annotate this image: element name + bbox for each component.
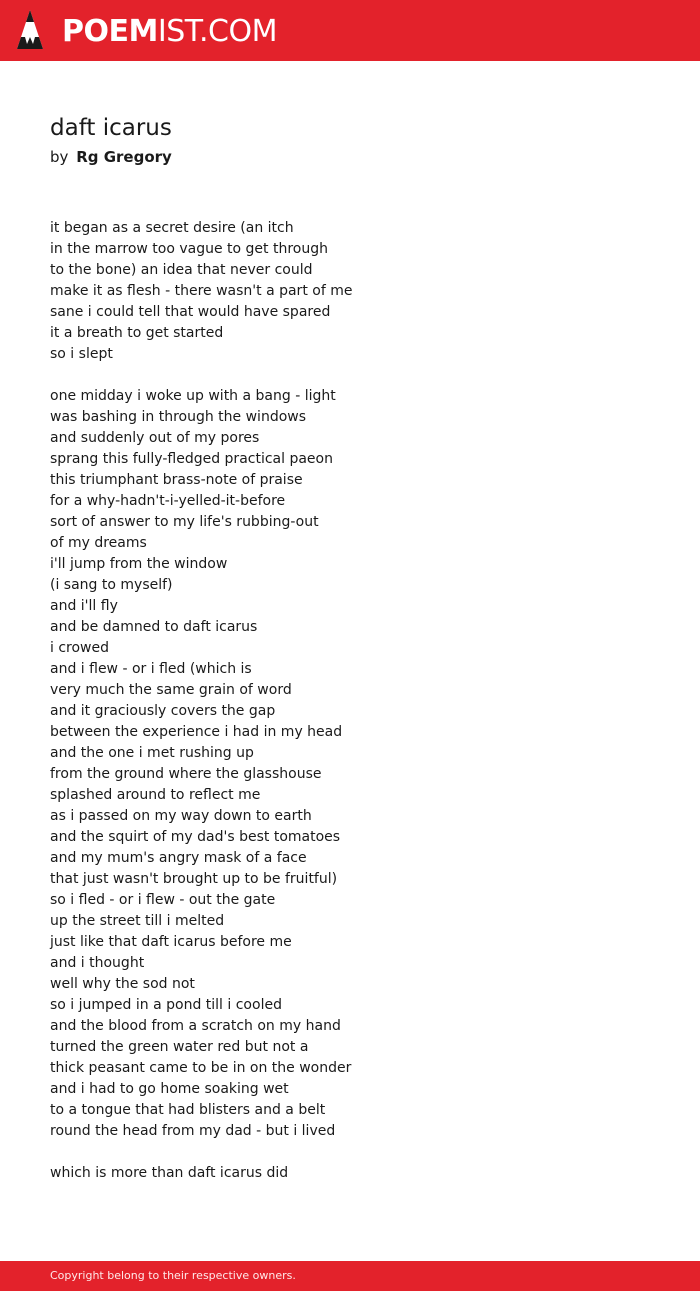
poem-line: just like that daft icarus before me — [50, 934, 292, 950]
site-footer — [0, 1261, 700, 1291]
poem-line: that just wasn't brought up to be fruitful) — [50, 871, 338, 887]
poem-line: sort of answer to my life's rubbing-out — [50, 514, 319, 530]
poem-line: up the street till i melted — [50, 913, 225, 929]
poem-line: (i sang to myself) — [50, 577, 173, 593]
pencil-tip-icon[interactable] — [16, 9, 44, 51]
poem-line: very much the same grain of word — [50, 682, 292, 698]
poem-line: between the experience i had in my head — [50, 724, 343, 740]
author-link[interactable]: Rg Gregory — [76, 148, 172, 166]
poem-line: make it as flesh - there wasn't a part of me — [50, 283, 353, 299]
poem-line: to the bone) an idea that never could — [50, 262, 313, 278]
poem-line: i crowed — [50, 640, 110, 656]
poem-line: and the blood from a scratch on my hand — [50, 1018, 341, 1034]
poem-line: was bashing in through the windows — [50, 409, 307, 425]
poem-title: daft icarus — [50, 115, 172, 141]
poem-line: well why the sod not — [50, 976, 195, 992]
poem-line: and the one i met rushing up — [50, 745, 254, 761]
poem-line: splashed around to reflect me — [50, 787, 261, 803]
poem-line: sane i could tell that would have spared — [50, 304, 331, 320]
poem-line: turned the green water red but not a — [50, 1039, 309, 1055]
byline — [50, 148, 172, 166]
poem-line: of my dreams — [50, 535, 147, 551]
poem-line: one midday i woke up with a bang - light — [50, 388, 336, 404]
poem-line: for a why-hadn't-i-yelled-it-before — [50, 493, 286, 509]
poem-stanza — [50, 1163, 650, 1184]
brand-bold-text: POEM — [62, 13, 158, 49]
poem-line: and i'll fly — [50, 598, 118, 614]
poem-line: so i fled - or i flew - out the gate — [50, 892, 276, 908]
poem-line: and i flew - or i fled (which is — [50, 661, 252, 677]
poem-line: this triumphant brass-note of praise — [50, 472, 303, 488]
poem-body — [50, 218, 650, 1205]
copyright-text: Copyright belong to their respective owners. — [50, 1269, 296, 1282]
poem-line: so i jumped in a pond till i cooled — [50, 997, 282, 1013]
poem-line: it a breath to get started — [50, 325, 224, 341]
poem-line: so i slept — [50, 346, 113, 362]
poem-line: sprang this fully-fledged practical paeon — [50, 451, 333, 467]
brand-light-text: IST.COM — [157, 13, 277, 49]
poem-line: from the ground where the glasshouse — [50, 766, 322, 782]
poem-line: to a tongue that had blisters and a belt — [50, 1102, 326, 1118]
poem-line: and the squirt of my dad's best tomatoes — [50, 829, 341, 845]
poem-line: and suddenly out of my pores — [50, 430, 260, 446]
poem-line: and my mum's angry mask of a face — [50, 850, 307, 866]
poem-line: and it graciously covers the gap — [50, 703, 276, 719]
poem-line: and be damned to daft icarus — [50, 619, 258, 635]
poem-stanza — [50, 386, 650, 1142]
poem-line: as i passed on my way down to earth — [50, 808, 312, 824]
poem-stanza — [50, 218, 650, 365]
site-header — [0, 0, 700, 61]
poem-line: it began as a secret desire (an itch — [50, 220, 294, 236]
poem-line: i'll jump from the window — [50, 556, 228, 572]
poem-line: in the marrow too vague to get through — [50, 241, 328, 257]
poem-line: and i had to go home soaking wet — [50, 1081, 289, 1097]
poem-line: and i thought — [50, 955, 145, 971]
site-logo-link[interactable] — [62, 11, 277, 51]
poem-line: thick peasant came to be in on the wonder — [50, 1060, 352, 1076]
poem-line: round the head from my dad - but i lived — [50, 1123, 336, 1139]
poem-line: which is more than daft icarus did — [50, 1165, 289, 1181]
by-label: by — [50, 148, 69, 166]
